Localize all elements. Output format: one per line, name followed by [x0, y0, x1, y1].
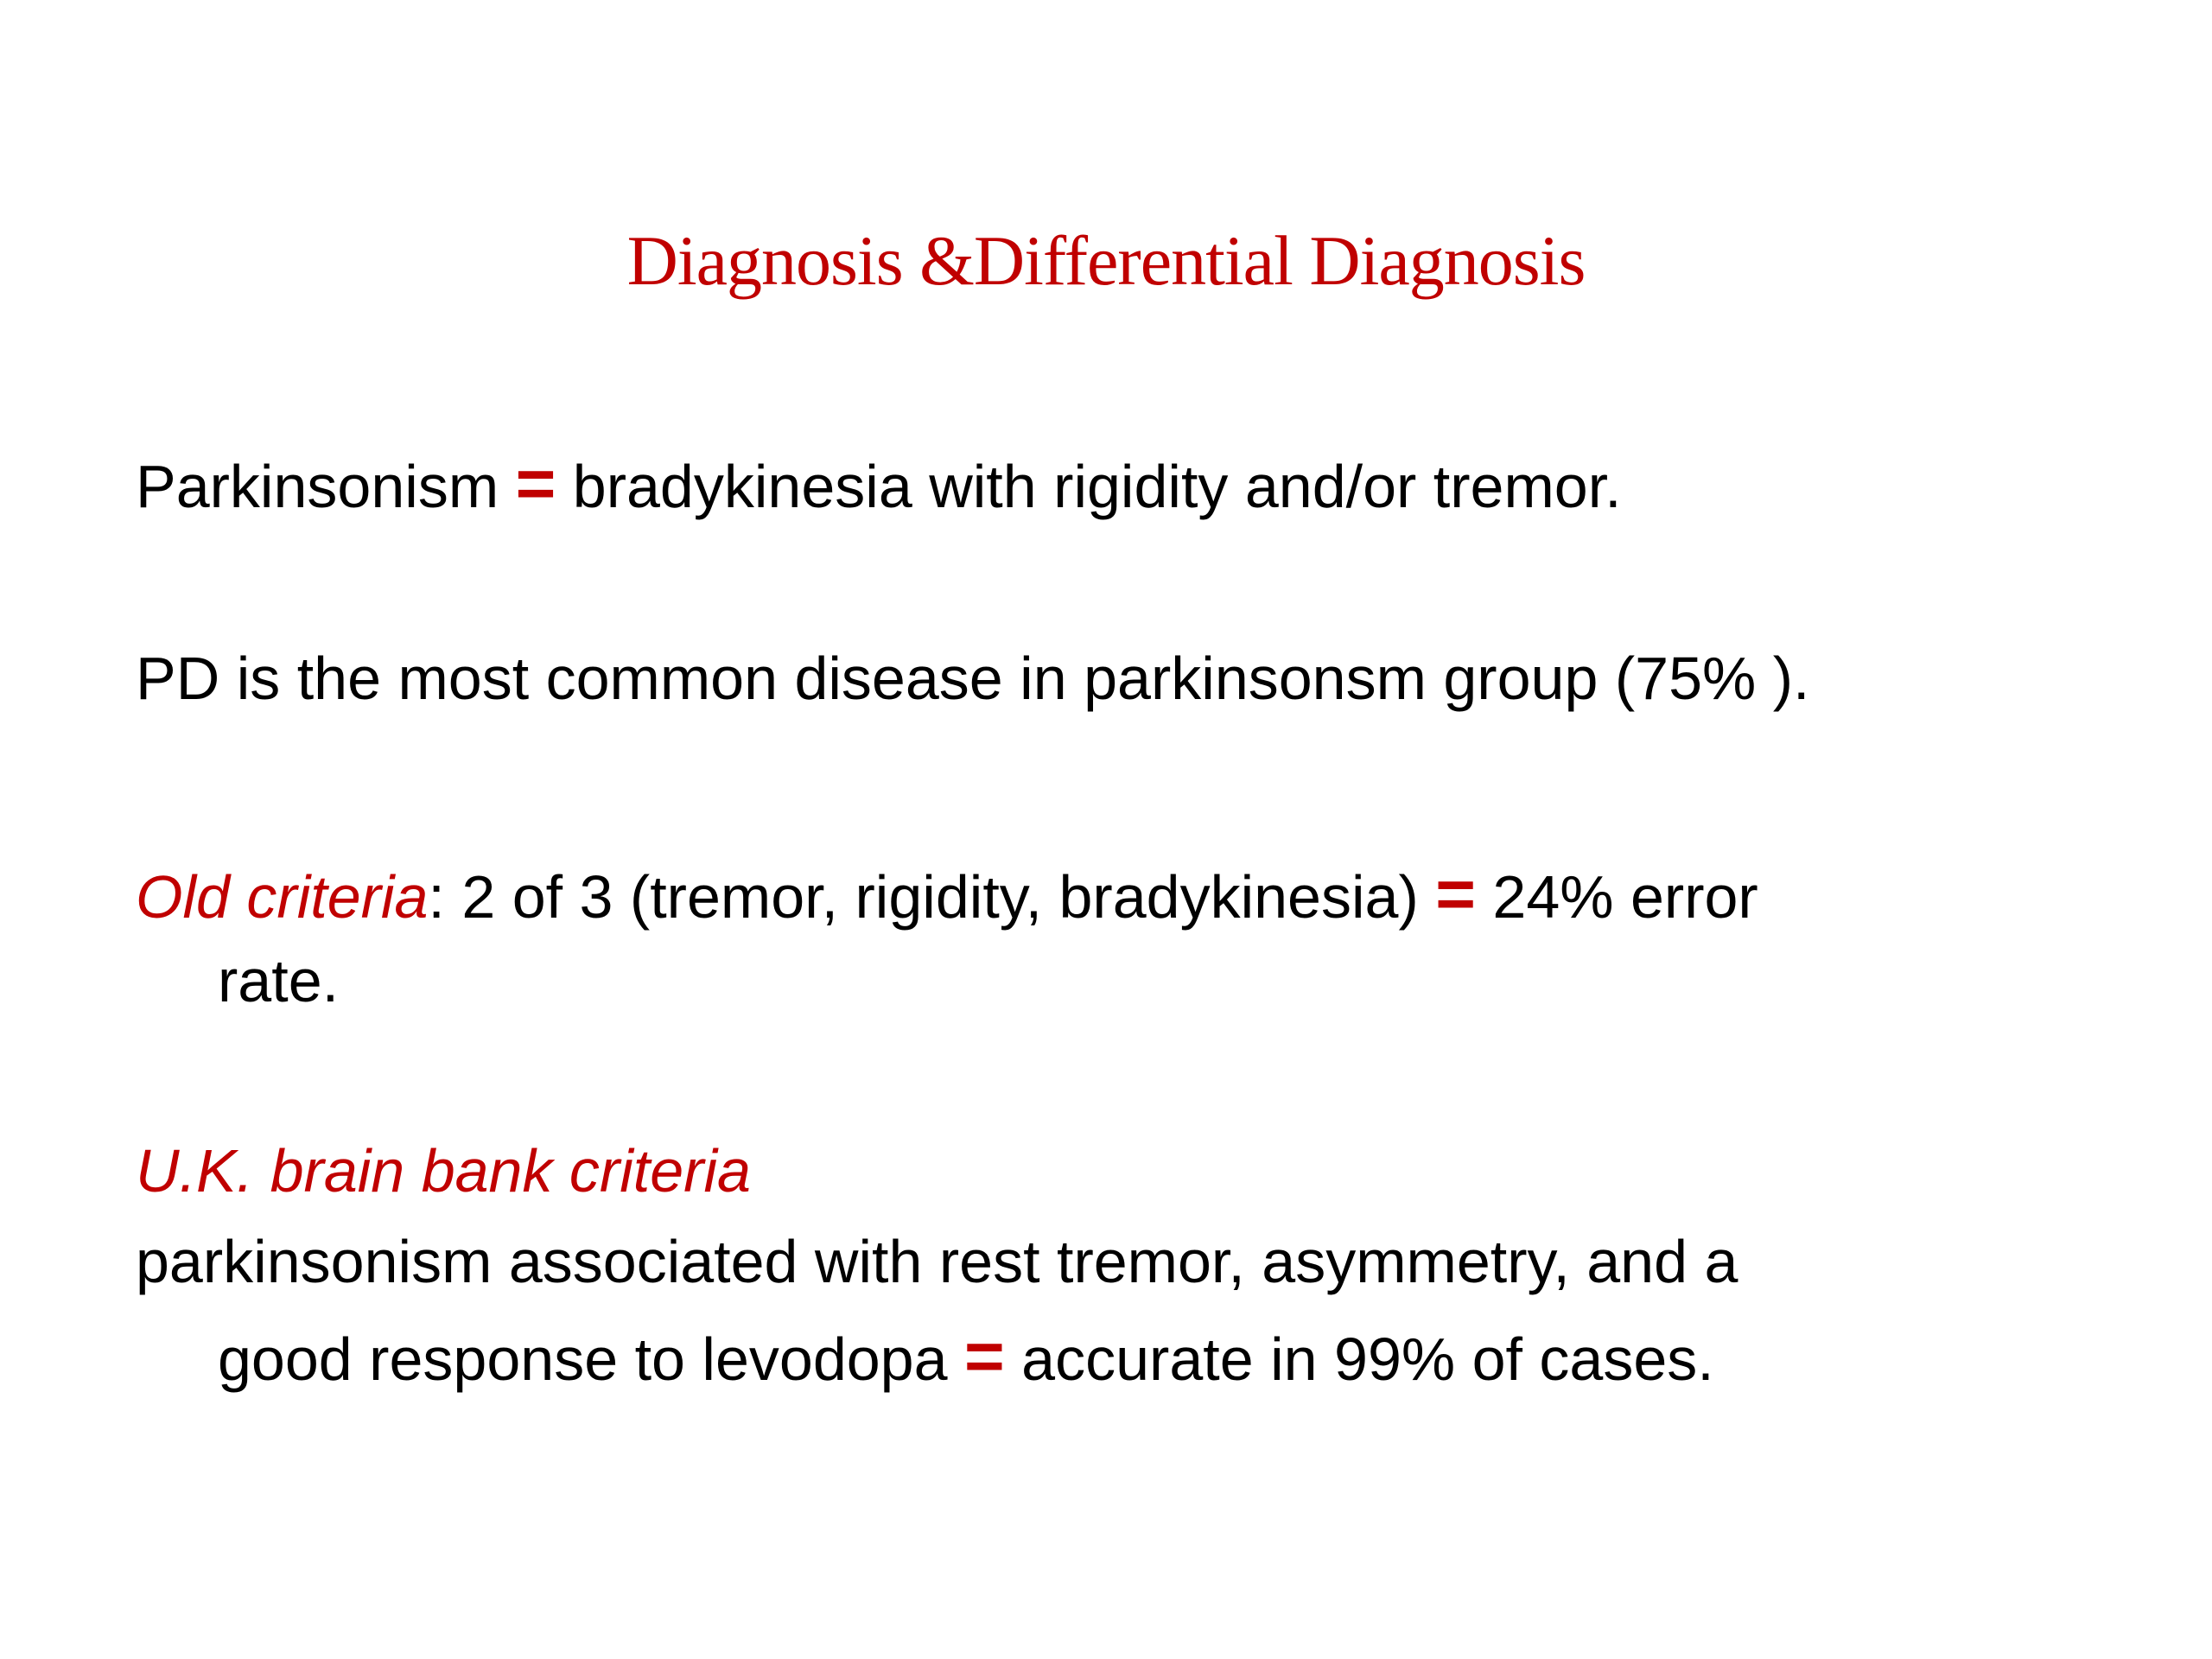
parkinsonism-term: Parkinsonism	[136, 453, 516, 520]
equals-sign: =	[964, 1318, 1005, 1395]
old-criteria	[136, 851, 2123, 1024]
uk-criteria-line-2-start: good response to levodopa	[218, 1325, 964, 1393]
uk-criteria-label: U.K. brain bank criteria	[136, 1137, 751, 1205]
uk-criteria-line-2-end: accurate in 99% of cases.	[1004, 1325, 1714, 1393]
slide-title: Diagnosis &Differential Diagnosis	[626, 221, 1586, 300]
uk-brain-bank-criteria	[136, 1128, 2123, 1404]
uk-criteria-line-1: parkinsonism associated with rest tremor, asymmetry, and a	[136, 1228, 1738, 1295]
old-criteria-label: Old criteria	[136, 863, 429, 931]
equals-sign: =	[515, 445, 556, 522]
parkinsonism-definition-text: bradykinesia with rigidity and/or tremor.	[556, 453, 1622, 520]
parkinsonism-definition	[136, 441, 2123, 527]
old-criteria-detail: : 2 of 3 (tremor, rigidity, bradykinesia)	[428, 863, 1436, 931]
old-criteria-result: 24% error	[1475, 863, 1758, 931]
pd-most-common	[136, 635, 2123, 721]
equals-sign: =	[1435, 855, 1476, 932]
old-criteria-result-continued: rate.	[218, 947, 340, 1014]
pd-most-common-text: PD is the most common disease in parkinsonsm group (75% ).	[136, 645, 1810, 712]
